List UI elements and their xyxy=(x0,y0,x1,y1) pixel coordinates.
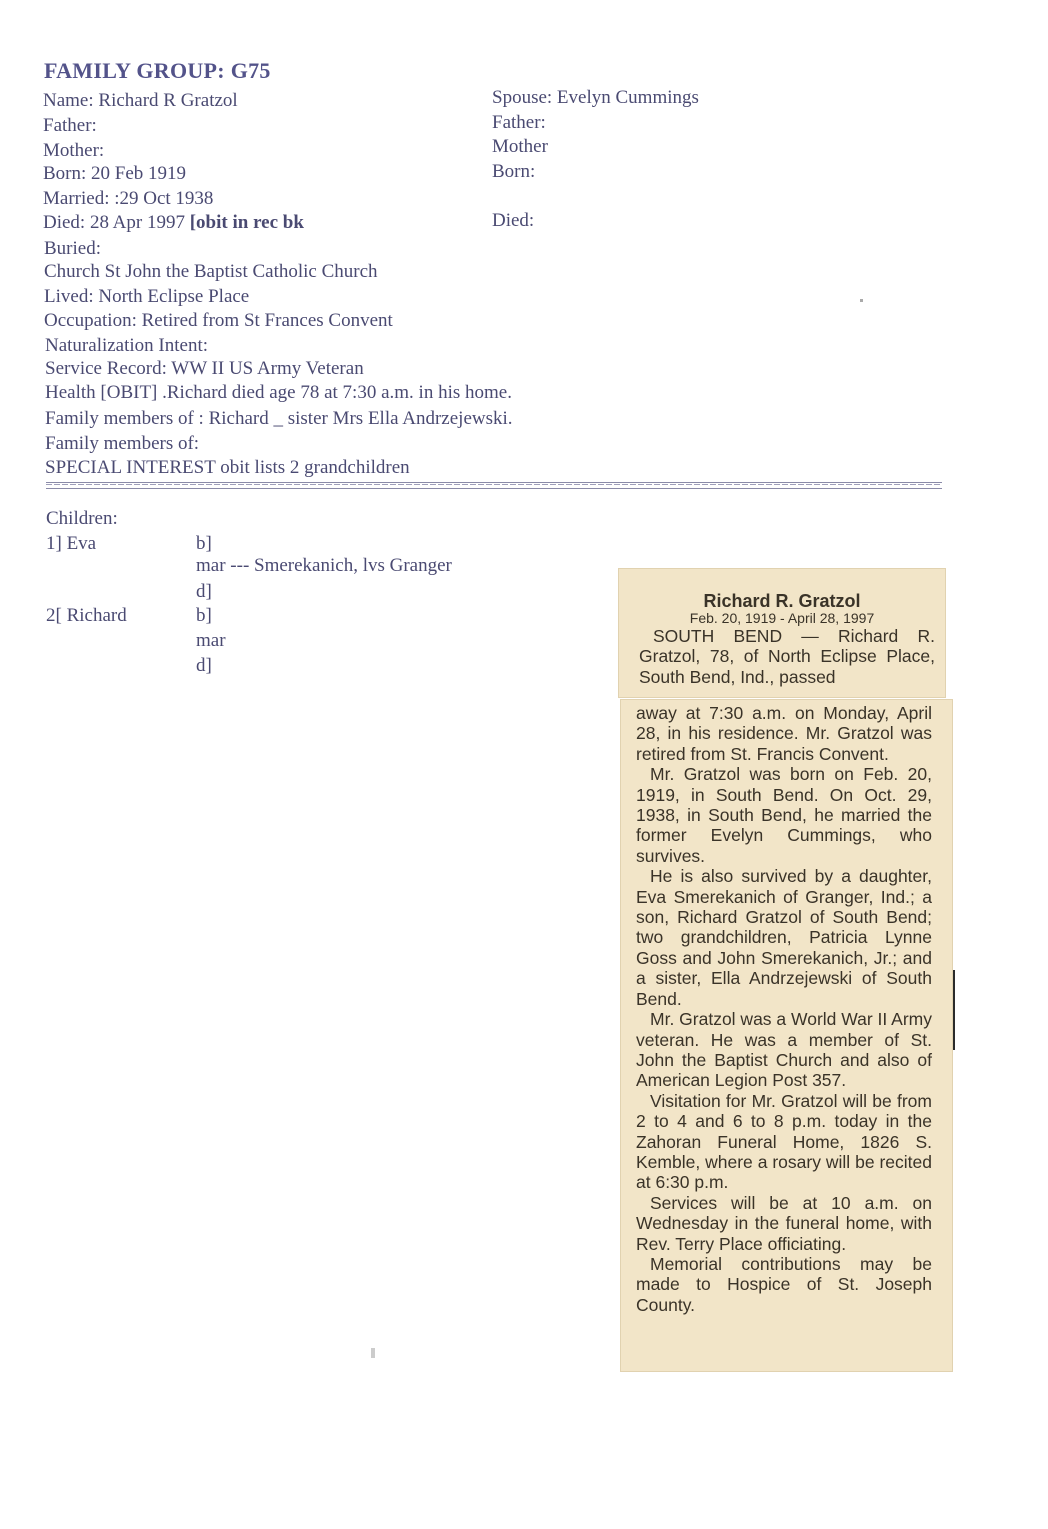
spouse-father-field: Father: xyxy=(492,112,546,133)
obituary-body xyxy=(636,703,932,1315)
child-name: 2[ Richard xyxy=(46,605,127,626)
child-died: d] xyxy=(196,581,212,602)
father-field: Father: xyxy=(43,115,97,136)
spouse-born-field: Born: xyxy=(492,161,536,182)
died-date: Died: 28 Apr 1997 xyxy=(43,212,190,233)
child-name: 1] Eva xyxy=(46,533,97,554)
spouse-died-field: Died: xyxy=(492,210,535,231)
name-field: Name: Richard R Gratzol xyxy=(43,90,238,111)
child-married: mar xyxy=(196,630,226,651)
obituary-paragraph: He is also survived by a daughter, Eva Smerekanich of Granger, Ind.; a son, Richard Gratzol of South Bend; two grandchildren, Patricia Lynne Goss and John Smerekanich, Jr.; and a sister, Ella Andrzejewski of South Bend. xyxy=(636,866,932,1009)
special-interest: SPECIAL INTEREST obit lists 2 grandchildren xyxy=(45,457,410,478)
family-members-2: Family members of: xyxy=(45,433,200,454)
obituary-paragraph: Mr. Gratzol was a World War II Army veteran. He was a member of St. John the Baptist Church and also of American Legion Post 357. xyxy=(636,1009,932,1091)
obituary-name: Richard R. Gratzol xyxy=(703,591,861,611)
page-title: FAMILY GROUP: G75 xyxy=(44,58,271,83)
section-divider xyxy=(46,482,942,489)
obituary-clipping-top xyxy=(619,569,945,697)
church-field: Church St John the Baptist Catholic Church xyxy=(44,261,378,282)
lived-field: Lived: North Eclipse Place xyxy=(44,286,250,307)
obituary-paragraph: Memorial contributions may be made to Hospice of St. Joseph County. xyxy=(636,1253,932,1315)
scan-speck xyxy=(371,1348,375,1358)
spouse-field: Spouse: Evelyn Cummings xyxy=(492,87,699,108)
mother-field: Mother: xyxy=(43,140,105,161)
child-born: b] xyxy=(196,605,212,626)
child-died: d] xyxy=(196,655,212,676)
obituary-dates: Feb. 20, 1919 - April 28, 1997 xyxy=(689,610,875,626)
scan-speck xyxy=(860,299,863,302)
family-members-1: Family members of : Richard _ sister Mrs Ella Andrzejewski. xyxy=(45,408,513,429)
obituary-lead-text: SOUTH BEND — Richard R. Gratzol, 78, of North Eclipse Place, South Bend, Ind., passed xyxy=(639,626,935,687)
obituary-paragraph: away at 7:30 a.m. on Monday, April 28, in his residence. Mr. Gratzol was retired from St. Francis Convent. xyxy=(636,703,932,764)
obituary-lead xyxy=(639,626,935,687)
child-married: mar --- Smerekanich, lvs Granger xyxy=(196,555,452,576)
occupation-field: Occupation: Retired from St Frances Convent xyxy=(44,310,393,331)
service-field: Service Record: WW II US Army Veteran xyxy=(45,358,364,379)
obituary-clipping-bottom xyxy=(621,700,952,1371)
child-born: b] xyxy=(196,533,212,554)
children-label: Children: xyxy=(46,508,118,529)
obituary-paragraph: Mr. Gratzol was born on Feb. 20, 1919, in South Bend. On Oct. 29, 1938, in South Bend, he married the former Evelyn Cummings, who survives. xyxy=(636,764,932,866)
obituary-paragraph: Services will be at 10 a.m. on Wednesday in the funeral home, with Rev. Terry Place officiating. xyxy=(636,1192,932,1254)
obit-note: [obit in rec bk xyxy=(189,212,304,233)
naturalization-field: Naturalization Intent: xyxy=(45,335,209,356)
born-field: Born: 20 Feb 1919 xyxy=(43,163,187,184)
buried-field: Buried: xyxy=(44,238,101,259)
died-field xyxy=(43,212,304,234)
obituary-paragraph: Visitation for Mr. Gratzol will be from 2 to 4 and 6 to 8 p.m. today in the Zahoran Funeral Home, 1826 S. Kemble, where a rosary will be recited at 6:30 p.m. xyxy=(636,1090,932,1193)
married-field: Married: :29 Oct 1938 xyxy=(43,188,214,209)
health-field: Health [OBIT] .Richard died age 78 at 7:30 a.m. in his home. xyxy=(45,382,512,403)
spouse-mother-field: Mother xyxy=(492,136,548,157)
